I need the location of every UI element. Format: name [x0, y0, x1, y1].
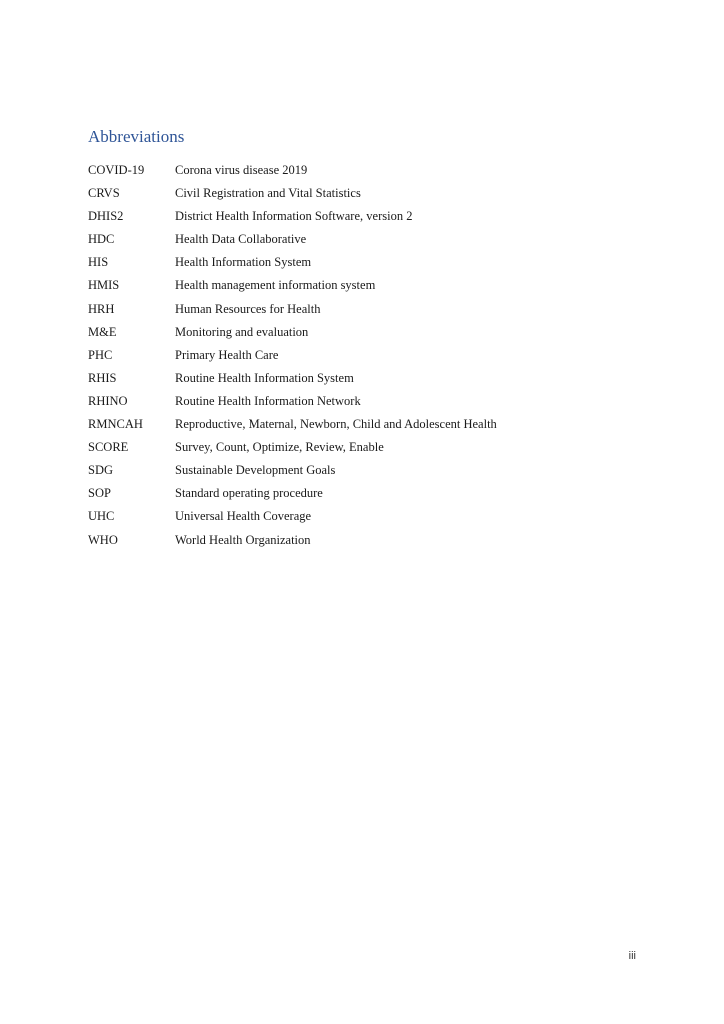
abbreviation-term: COVID-19: [88, 163, 145, 177]
abbreviations-list: [88, 162, 497, 555]
abbreviation-definition: Survey, Count, Optimize, Review, Enable: [175, 440, 384, 455]
abbreviation-definition: Corona virus disease 2019: [175, 163, 308, 177]
abbreviation-row: [88, 162, 497, 185]
abbreviation-definition: District Health Information Software, version 2: [175, 209, 413, 224]
abbreviation-term: HDC: [88, 232, 115, 247]
abbreviation-term: RHIS: [88, 370, 117, 385]
abbreviation-definition: Universal Health Coverage: [175, 509, 312, 524]
abbreviation-term: RMNCAH: [88, 417, 143, 432]
abbreviation-term: UHC: [88, 509, 115, 524]
abbreviation-term: SOP: [88, 486, 111, 501]
abbreviation-term: M&E: [88, 324, 117, 339]
abbreviation-term: HMIS: [88, 278, 120, 293]
abbreviation-row: [88, 301, 497, 324]
abbreviation-row: [88, 231, 497, 254]
abbreviation-row: [88, 439, 497, 462]
abbreviation-row: [88, 324, 497, 347]
abbreviation-definition: Standard operating procedure: [175, 486, 323, 501]
abbreviation-row: [88, 208, 497, 231]
abbreviation-term: WHO: [88, 532, 118, 547]
abbreviation-row: [88, 185, 497, 208]
page-title: Abbreviations: [88, 127, 185, 146]
abbreviation-row: [88, 485, 497, 508]
abbreviation-definition: Health Information System: [175, 255, 312, 270]
abbreviation-definition: Human Resources for Health: [175, 301, 321, 316]
abbreviation-definition: Reproductive, Maternal, Newborn, Child and Adolescent Health: [175, 417, 497, 432]
abbreviation-term: SDG: [88, 463, 114, 478]
abbreviation-definition: Routine Health Information Network: [175, 393, 361, 408]
abbreviation-definition: Health management information system: [175, 278, 376, 293]
abbreviation-definition: Civil Registration and Vital Statistics: [175, 186, 361, 201]
abbreviation-definition: World Health Organization: [175, 532, 311, 547]
abbreviation-row: [88, 347, 497, 370]
abbreviation-definition: Routine Health Information System: [175, 370, 354, 385]
abbreviation-row: [88, 462, 497, 485]
page-number: iii: [628, 950, 636, 962]
abbreviation-definition: Monitoring and evaluation: [175, 324, 309, 339]
abbreviation-row: [88, 393, 497, 416]
abbreviation-definition: Primary Health Care: [175, 347, 279, 362]
abbreviation-term: HRH: [88, 301, 115, 316]
abbreviation-row: [88, 508, 497, 531]
abbreviation-term: HIS: [88, 255, 109, 270]
abbreviation-term: SCORE: [88, 440, 129, 455]
abbreviation-term: RHINO: [88, 393, 128, 408]
abbreviation-row: [88, 277, 497, 300]
abbreviation-term: DHIS2: [88, 209, 124, 224]
abbreviation-definition: Health Data Collaborative: [175, 232, 307, 247]
abbreviation-row: [88, 370, 497, 393]
abbreviation-row: [88, 254, 497, 277]
abbreviation-row: [88, 416, 497, 439]
abbreviation-definition: Sustainable Development Goals: [175, 463, 336, 478]
abbreviation-row: [88, 532, 497, 555]
abbreviation-term: PHC: [88, 347, 113, 362]
abbreviation-term: CRVS: [88, 186, 120, 201]
